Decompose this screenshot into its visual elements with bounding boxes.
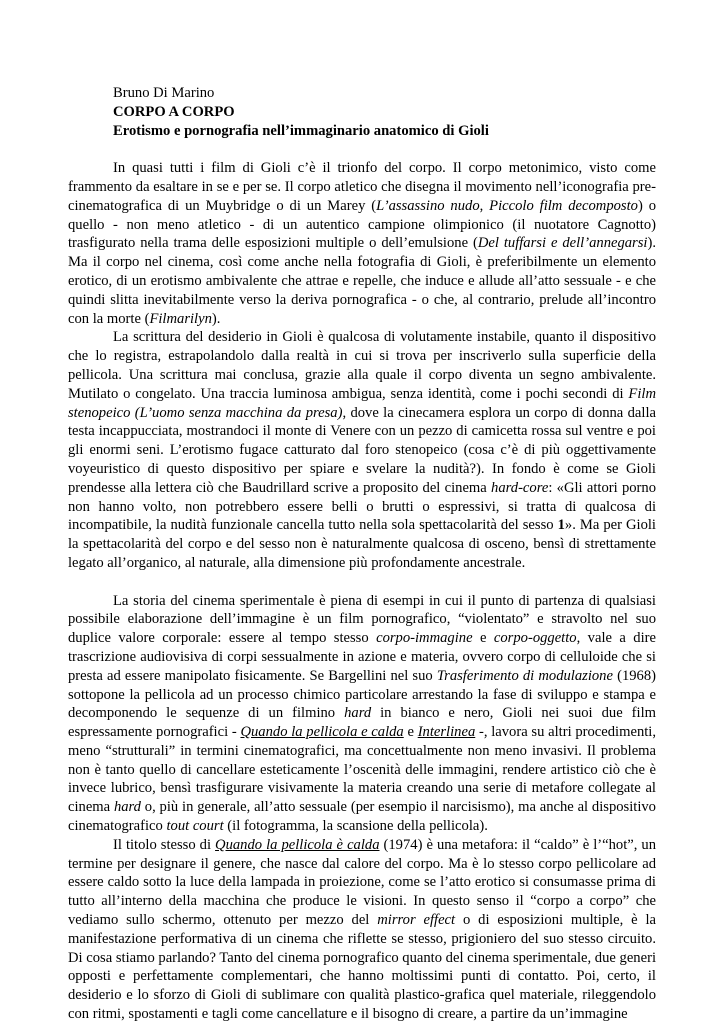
text-run: Il titolo stesso di [113,836,216,853]
text-run: , [479,197,490,214]
text-run: ). [211,310,221,327]
paragraph [68,836,656,1024]
text-run: ) o quello - non meno atletico - di un autentico campione olimpionico (il nuotatore Cagnotto) trasfigurato nella trama delle esposizioni multiple o dell’emulsione ( [68,197,657,252]
text-run: : «Gli attori porno non hanno volto, non potrebbero essere belli o brutti o espressivi, si tratta di qualcosa di incompatibile, la nudità funzionale cancella tutto nella sola spettacolarità del sesso [68,479,656,534]
text-run: o di esposizioni multiple, è la manifestazione performativa di un cinema che riflette se stesso, prigioniero del suo stesso circuito. Di cosa stiamo parlando? Tanto del cinema pornografico quanto del cinema sperimentale, due generi opposti e perfettamente complementari, che hanno moltissimi punti di contatto. Poi, certo, il desiderio e lo sforzo di Gioli di sublimare con qualità plastico-grafica quel materiale, rileggendolo con ritmi, spostamenti e tagli come cancellature e il bisogno di creare, a partire da un’immagine [68,912,656,1023]
text-run: (1974) è una metafora: il “caldo” è l’“hot”, un termine per designare il genere, che nasce dal calore del corpo. Ma è lo stesso corpo pellicolare ad essere caldo sotto la luce della lampada in proiezione, come se l’atto erotico si consumasse prima di tutto all’interno della macchina che produce le visioni. In questo senso il “corpo a corpo” che vediamo sullo schermo, ottenuto per mezzo del [68,836,656,929]
text-run: (1968) sottopone la pellicola ad un processo chimico particolare arrestando la fase di sviluppo e stampa e decomponendo le sequenze di un filmino [68,667,656,722]
paragraph [68,328,656,572]
italic-text: Quando la pellicola e calda [240,724,404,741]
text-run: ). Ma il corpo nel cinema, così come anche nella fotografia di Gioli, è preferibilmente un elemento erotico, di un erotismo ambivalente che attrae e repelle, che induce e allude all’atto sessuale - e che quindi slitta inevitabilmente verso la deriva pornografica - o che, al contrario, prelude all’incontro con la morte ( [68,235,656,327]
paragraph [68,592,656,836]
text-run: -, lavora su altri procedimenti, meno “strutturali” in termini cinematografici, ma concettualmente non meno invasivi. Il problema non è tanto quello di cancellare esteticamente l’oscenità delle immagini, rendere artistico ciò che è invece lubrico, bensì trasfigurare visivamente la materia creando una serie di metafore collegate al cinema [68,724,656,816]
text-run: , dove la cinecamera esplora un corpo di donna dalla testa incappucciata, mostrandoci il monte di Venere con un pezzo di camicetta rossa sul ventre e poi gli enormi seni. L’erotismo fugace catturato dal foro stenopeico (cosa c’è di più oggettivamente voyeuristico di questo dispositivo per spiare e svelare la nudità?). In fondo è come se Gioli prendesse alla lettera ciò che Baudrillard scrive a proposito del cinema [68,404,656,496]
text-run: in bianco e nero, Gioli nei suoi due film espressamente pornografici - [68,705,656,741]
text-run: e [403,724,418,741]
article-subtitle: Erotismo e pornografia nell’immaginario anatomico di Gioli [113,122,489,139]
italic-text: Quando la pellicola è calda [215,836,380,853]
text-run: (il fotogramma, la scansione della pellicola). [223,818,488,835]
header-spacer [68,140,656,159]
italic-text: hard [344,705,372,722]
text-run: In quasi tutti i film di Gioli c’è il trionfo del corpo. Il corpo metonimico, visto come frammento da esaltare in se e per se. Il corpo atletico che disegna il movimento nell’iconografia pre-cinematografica di un Muybridge o di un Marey ( [68,160,656,214]
article-title: CORPO A CORPO [113,103,235,120]
italic-text: Trasferimento di modulazione [436,667,613,684]
text-run: e [472,630,494,647]
italic-text: Filmarilyn [149,310,212,327]
italic-text: corpo-immagine [376,630,473,647]
text-run: La scrittura del desiderio in Gioli è qualcosa di volutamente instabile, quanto il dispositivo che lo registra, estrapolandolo dalla realtà in cui si trova per inscriverlo sulla superficie della pellicola. Una scrittura mai conclusa, grazie alla quale il corpo diventa un segno ambivalente. Mutilato o congelato. Una traccia luminosa ambigua, senza identità, come i pochi secondi di [68,329,656,402]
document-body [68,84,656,1024]
text-run: o, più in generale, all’atto sessuale (per esempio il narcisismo), ma anche al dispositivo cinematografico [68,799,656,835]
italic-text: hard-core [491,479,549,496]
italic-text: Interlinea [417,724,476,741]
italic-text: L’assassino nudo [376,197,480,214]
italic-text: Film stenopeico (L’uomo senza macchina da presa) [68,385,656,421]
text-run: ». Ma per Gioli la spettacolarità del corpo e del sesso non è naturalmente qualcosa di osceno, bensì di strettamente legato all’organico, al naturale, alla dimensione più profondamente ancestrale. [68,517,656,571]
italic-text: corpo-oggetto [493,630,577,647]
italic-text: hard [113,799,141,816]
text-run: La storia del cinema sperimentale è piena di esempi in cui il punto di partenza di qualsiasi possibile elaborazione dell’immagine è un film pornografico, “violentato” e stravolto nel suo duplice valore corporale: essere al tempo stesso [68,592,656,647]
italic-text: tout court [166,818,224,835]
author-name: Bruno Di Marino [113,85,215,101]
italic-text: Piccolo film decomposto [489,197,638,214]
text-run: , vale a dire trascrizione audiovisiva di corpi sessualmente in azione e materia, ovvero corpo di celluloide che si presta ad essere manipolato fisicamente. Se Bargellini nel suo [68,630,656,684]
italic-text: mirror effect [377,912,456,929]
italic-text: Del tuffarsi e dell’annegarsi [477,235,648,252]
paragraph-spacer [68,573,656,592]
paragraph [68,159,656,328]
footnote-ref: 1 [557,517,565,534]
